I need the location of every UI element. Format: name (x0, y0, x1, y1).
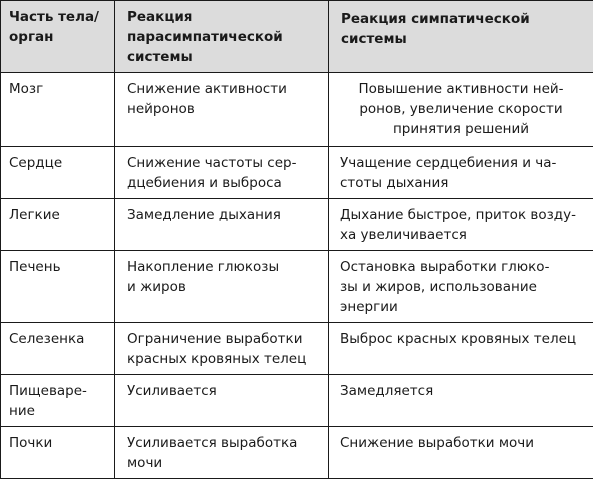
organ-cell (1, 147, 115, 199)
sympathetic-text: Замедляется (340, 381, 585, 401)
column-header-sympathetic (329, 1, 593, 73)
header-row (1, 1, 593, 73)
parasympathetic-text: Ограничение выработки красных кровяных телец (127, 329, 320, 369)
parasympathetic-text: Замедление дыхания (127, 205, 320, 225)
table-row (1, 323, 593, 375)
table-header (1, 1, 593, 73)
sympathetic-cell (329, 375, 593, 427)
organ-text: Легкие (9, 205, 106, 225)
parasympathetic-text: Усиливается (127, 381, 320, 401)
organ-text: Селезенка (9, 329, 106, 349)
parasympathetic-cell (115, 147, 329, 199)
organ-cell (1, 251, 115, 323)
organ-cell (1, 375, 115, 427)
sympathetic-text: Дыхание быстрое, приток возду- ха увеличивается (340, 205, 585, 245)
sympathetic-cell (329, 199, 593, 251)
column-header-parasympathetic (115, 1, 329, 73)
organ-cell (1, 427, 115, 479)
parasympathetic-cell (115, 251, 329, 323)
sympathetic-text: Учащение сердцебиения и ча- стоты дыхания (340, 153, 585, 193)
table-body (1, 73, 593, 479)
sympathetic-text: Выброс красных кровяных телец (340, 329, 585, 349)
column-header-organ (1, 1, 115, 73)
parasympathetic-text: Снижение активности нейронов (127, 79, 320, 119)
table-row (1, 375, 593, 427)
organ-cell (1, 323, 115, 375)
organ-text: Почки (9, 433, 106, 453)
organ-text: Пищеваре- ние (9, 381, 106, 421)
organ-cell (1, 73, 115, 147)
organ-text: Печень (9, 257, 106, 277)
sympathetic-text: Повышение активности ней- ронов, увеличение скорости принятия решений (335, 79, 587, 139)
sympathetic-cell (329, 73, 593, 147)
column-header-organ-text: Часть тела/ орган (9, 7, 106, 47)
column-header-sympathetic-text: Реакция симпатической системы (341, 9, 585, 49)
sympathetic-text: Снижение выработки мочи (340, 433, 585, 453)
table-row (1, 199, 593, 251)
sympathetic-cell (329, 323, 593, 375)
organ-cell (1, 199, 115, 251)
sympathetic-cell (329, 427, 593, 479)
sympathetic-text: Остановка выработки глюко- зы и жиров, использование энергии (340, 257, 585, 317)
sympathetic-cell (329, 251, 593, 323)
table-row (1, 73, 593, 147)
parasympathetic-cell (115, 199, 329, 251)
table-row (1, 251, 593, 323)
sympathetic-cell (329, 147, 593, 199)
parasympathetic-cell (115, 73, 329, 147)
table-row (1, 427, 593, 479)
parasympathetic-text: Накопление глюкозы и жиров (127, 257, 320, 297)
column-header-parasympathetic-text: Реакция парасимпатической системы (127, 7, 320, 67)
parasympathetic-text: Усиливается выработка мочи (127, 433, 320, 473)
parasympathetic-cell (115, 427, 329, 479)
parasympathetic-cell (115, 323, 329, 375)
parasympathetic-cell (115, 375, 329, 427)
table-row (1, 147, 593, 199)
organ-text: Мозг (9, 79, 106, 99)
organ-text: Сердце (9, 153, 106, 173)
parasympathetic-text: Снижение частоты сер- дцебиения и выброса (127, 153, 320, 193)
